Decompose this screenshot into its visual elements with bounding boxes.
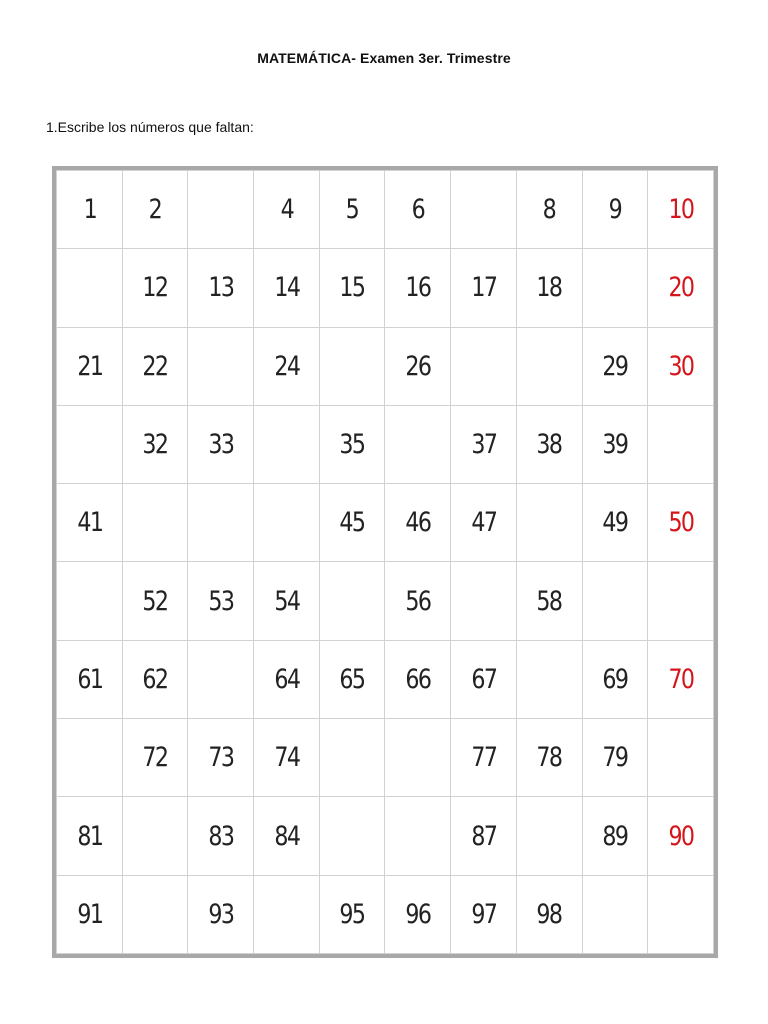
grid-cell-blank[interactable] xyxy=(259,405,313,483)
grid-cell-blank[interactable] xyxy=(325,327,379,405)
grid-cell: 84 xyxy=(259,797,313,875)
grid-cell: 79 xyxy=(588,719,642,797)
grid-cell: 78 xyxy=(522,719,576,797)
grid-cell: 87 xyxy=(457,797,511,875)
grid-cell-blank[interactable] xyxy=(194,640,248,718)
grid-cell: 35 xyxy=(325,405,379,483)
grid-cell: 30 xyxy=(654,327,708,405)
grid-cell: 98 xyxy=(522,875,576,953)
grid-cell: 39 xyxy=(588,405,642,483)
grid-row xyxy=(57,171,714,249)
grid-cell-blank[interactable] xyxy=(128,797,182,875)
grid-cell: 17 xyxy=(457,249,511,327)
grid-cell: 91 xyxy=(62,875,116,953)
grid-cell: 1 xyxy=(62,171,116,249)
grid-cell: 65 xyxy=(325,640,379,718)
grid-cell: 5 xyxy=(325,171,379,249)
grid-cell-blank[interactable] xyxy=(325,719,379,797)
grid-cell: 69 xyxy=(588,640,642,718)
grid-cell-blank[interactable] xyxy=(391,797,445,875)
grid-cell: 26 xyxy=(391,327,445,405)
grid-cell: 24 xyxy=(259,327,313,405)
grid-row xyxy=(57,484,714,562)
grid-cell: 58 xyxy=(522,562,576,640)
grid-cell: 21 xyxy=(62,327,116,405)
grid-cell: 53 xyxy=(194,562,248,640)
grid-cell-blank[interactable] xyxy=(457,562,511,640)
grid-row xyxy=(57,327,714,405)
grid-cell: 72 xyxy=(128,719,182,797)
grid-cell: 8 xyxy=(522,171,576,249)
grid-cell-blank[interactable] xyxy=(654,562,708,640)
grid-cell: 54 xyxy=(259,562,313,640)
grid-cell: 10 xyxy=(654,171,708,249)
grid-cell: 89 xyxy=(588,797,642,875)
grid-row xyxy=(57,875,714,953)
grid-cell-blank[interactable] xyxy=(62,562,116,640)
grid-cell-blank[interactable] xyxy=(128,875,182,953)
grid-cell: 90 xyxy=(654,797,708,875)
grid-cell: 46 xyxy=(391,484,445,562)
grid-cell-blank[interactable] xyxy=(522,640,576,718)
grid-cell-blank[interactable] xyxy=(194,484,248,562)
grid-row xyxy=(57,249,714,327)
grid-cell: 20 xyxy=(654,249,708,327)
grid-cell: 22 xyxy=(128,327,182,405)
grid-cell-blank[interactable] xyxy=(259,484,313,562)
grid-cell: 83 xyxy=(194,797,248,875)
grid-cell: 2 xyxy=(128,171,182,249)
grid-cell: 47 xyxy=(457,484,511,562)
grid-cell: 62 xyxy=(128,640,182,718)
grid-cell: 15 xyxy=(325,249,379,327)
grid-cell: 95 xyxy=(325,875,379,953)
grid-cell: 81 xyxy=(62,797,116,875)
grid-cell: 52 xyxy=(128,562,182,640)
grid-cell: 64 xyxy=(259,640,313,718)
grid-cell: 70 xyxy=(654,640,708,718)
grid-cell: 13 xyxy=(194,249,248,327)
grid-cell: 38 xyxy=(522,405,576,483)
grid-cell-blank[interactable] xyxy=(588,249,642,327)
grid-cell-blank[interactable] xyxy=(654,405,708,483)
grid-cell: 12 xyxy=(128,249,182,327)
grid-cell: 56 xyxy=(391,562,445,640)
grid-cell: 73 xyxy=(194,719,248,797)
page-title: MATEMÁTICA- Examen 3er. Trimestre xyxy=(257,50,511,66)
grid-cell-blank[interactable] xyxy=(588,875,642,953)
grid-cell: 33 xyxy=(194,405,248,483)
grid-row xyxy=(57,719,714,797)
grid-cell: 18 xyxy=(522,249,576,327)
grid-cell-blank[interactable] xyxy=(457,171,511,249)
grid-cell: 61 xyxy=(62,640,116,718)
grid-cell-blank[interactable] xyxy=(522,797,576,875)
grid-cell: 96 xyxy=(391,875,445,953)
grid-cell-blank[interactable] xyxy=(62,719,116,797)
grid-cell: 37 xyxy=(457,405,511,483)
grid-cell-blank[interactable] xyxy=(457,327,511,405)
grid-cell: 45 xyxy=(325,484,379,562)
grid-cell-blank[interactable] xyxy=(522,327,576,405)
exercise-instruction: 1.Escribe los números que faltan: xyxy=(46,119,254,135)
grid-row xyxy=(57,562,714,640)
grid-cell: 32 xyxy=(128,405,182,483)
grid-row xyxy=(57,405,714,483)
grid-cell: 74 xyxy=(259,719,313,797)
grid-cell-blank[interactable] xyxy=(654,719,708,797)
grid-cell: 9 xyxy=(588,171,642,249)
grid-cell: 4 xyxy=(259,171,313,249)
grid-cell-blank[interactable] xyxy=(62,249,116,327)
number-grid xyxy=(56,170,714,954)
grid-cell-blank[interactable] xyxy=(194,327,248,405)
grid-cell-blank[interactable] xyxy=(62,405,116,483)
grid-cell-blank[interactable] xyxy=(128,484,182,562)
grid-row xyxy=(57,797,714,875)
grid-cell-blank[interactable] xyxy=(588,562,642,640)
grid-cell-blank[interactable] xyxy=(325,562,379,640)
grid-cell: 50 xyxy=(654,484,708,562)
grid-cell: 29 xyxy=(588,327,642,405)
grid-cell: 14 xyxy=(259,249,313,327)
grid-cell-blank[interactable] xyxy=(194,171,248,249)
grid-cell-blank[interactable] xyxy=(391,405,445,483)
grid-cell-blank[interactable] xyxy=(522,484,576,562)
grid-cell: 66 xyxy=(391,640,445,718)
grid-cell: 67 xyxy=(457,640,511,718)
grid-cell: 77 xyxy=(457,719,511,797)
grid-cell: 16 xyxy=(391,249,445,327)
grid-cell: 41 xyxy=(62,484,116,562)
grid-cell: 93 xyxy=(194,875,248,953)
hundred-chart xyxy=(52,166,718,958)
grid-cell: 6 xyxy=(391,171,445,249)
grid-cell-blank[interactable] xyxy=(325,797,379,875)
grid-cell-blank[interactable] xyxy=(391,719,445,797)
grid-cell-blank[interactable] xyxy=(259,875,313,953)
grid-row xyxy=(57,640,714,718)
grid-cell-blank[interactable] xyxy=(654,875,708,953)
grid-cell: 97 xyxy=(457,875,511,953)
grid-cell: 49 xyxy=(588,484,642,562)
